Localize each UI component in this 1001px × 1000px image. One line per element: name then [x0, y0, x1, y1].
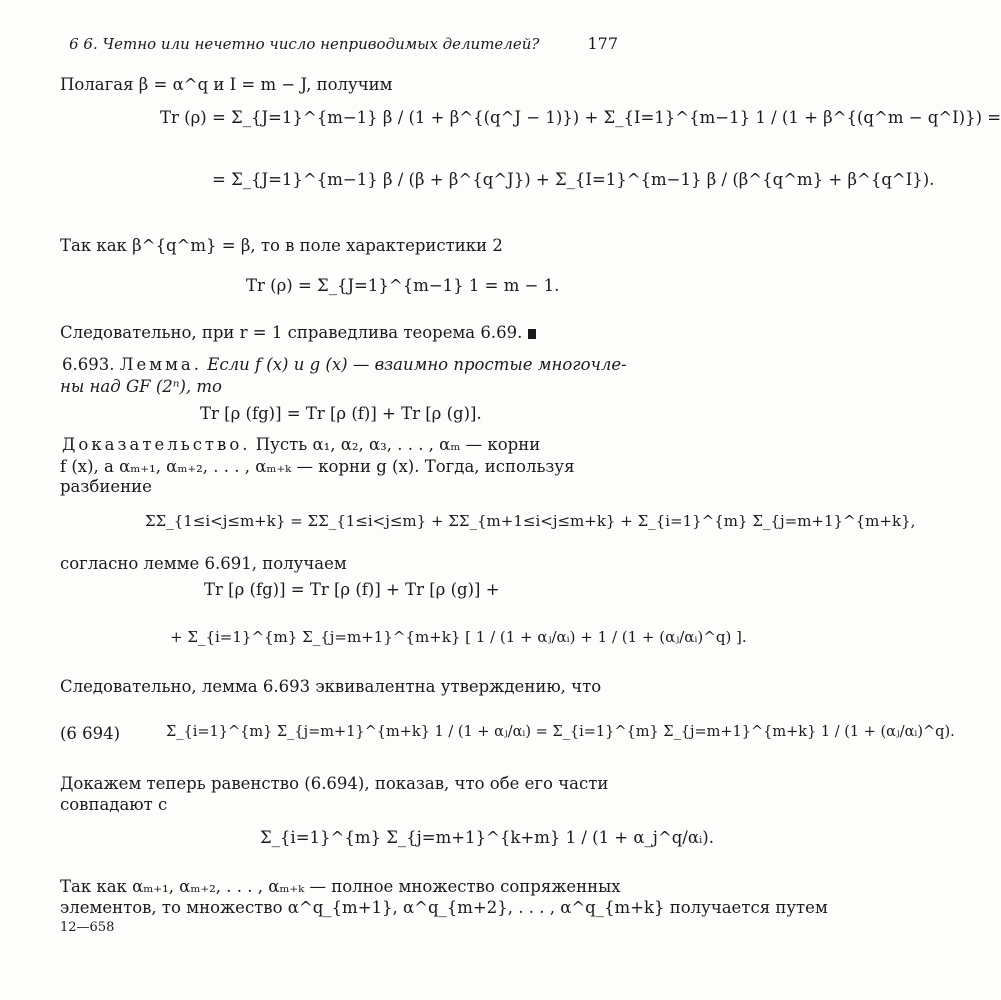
formula-6694: Σ_{i=1}^{m} Σ_{j=m+1}^{m+k} 1 / (1 + αⱼ/αᵢ) = Σ_{i=1}^{m} Σ_{j=m+1}^{m+k} 1 / (1 + (αⱼ/αᵢ)^q). [166, 724, 955, 740]
qed-square-icon [528, 329, 536, 339]
text-line-13: Так как αₘ₊₁, αₘ₊₂, . . . , αₘ₊ₖ — полное множество сопряженных [60, 877, 621, 896]
proof-word: Доказательство. [62, 435, 251, 454]
formula-common-sum: Σ_{i=1}^{m} Σ_{j=m+1}^{k+m} 1 / (1 + α_j^q/αᵢ). [260, 828, 714, 847]
page-number: 177 [587, 34, 618, 53]
text-line-10: Следовательно, лемма 6.693 эквивалентна утверждению, что [60, 677, 602, 696]
page-header [60, 34, 618, 56]
formula-partition: ΣΣ_{1≤i<j≤m+k} = ΣΣ_{1≤i<j≤m} + ΣΣ_{m+1≤i<j≤m+k} + Σ_{i=1}^{m} Σ_{j=m+1}^{m+k}, [145, 512, 916, 530]
conclusion-text: Следовательно, при r = 1 справедлива теорема 6.69. [60, 323, 523, 342]
printer-signature: 12—658 [60, 920, 115, 935]
lemma-statement-cont: ны над GF (2ⁿ), то [60, 377, 222, 396]
text-line-1: Полагая β = α^q и I = m − J, получим [60, 75, 393, 94]
running-title: 6 6. Четно или нечетно число неприводимых делителей? [69, 35, 540, 53]
text-line-14: элементов, то множество α^q_{m+1}, α^q_{m+2}, . . . , α^q_{m+k} получается путем [60, 898, 828, 917]
formula-trace-line-1: Tr (ρ) = Σ_{J=1}^{m−1} β / (1 + β^{(q^J − 1)}) + Σ_{I=1}^{m−1} 1 / (1 + β^{(q^m − q^I)}) = [160, 108, 1001, 127]
proof-heading [62, 434, 618, 456]
text-line-8: разбиение [60, 477, 152, 496]
formula-trace-line-2: = Σ_{J=1}^{m−1} β / (β + β^{q^J}) + Σ_{I=1}^{m−1} β / (β^{q^m} + β^{q^I}). [212, 170, 935, 189]
text-line-3 [60, 322, 618, 344]
lemma-number: 6.693. [62, 355, 115, 374]
formula-trace-product-1: Tr [ρ (fg)] = Tr [ρ (f)] + Tr [ρ (g)] + [204, 580, 500, 599]
lemma-word: Лемма. [119, 355, 203, 374]
text-line-11: Докажем теперь равенство (6.694), показав, что обе его части [60, 774, 609, 793]
text-line-9: согласно лемме 6.691, получаем [60, 554, 347, 573]
text-line-7: f (x), а αₘ₊₁, αₘ₊₂, . . . , αₘ₊ₖ — корни g (x). Тогда, используя [60, 457, 575, 476]
lemma-heading [62, 354, 627, 376]
formula-trace-sum: Tr (ρ) = Σ_{J=1}^{m−1} 1 = m − 1. [246, 276, 560, 295]
equation-label: (6 694) [60, 724, 121, 743]
lemma-statement: Если f (x) и g (x) — взаимно простые многочле- [207, 355, 627, 374]
proof-text: Пусть α₁, α₂, α₃, . . . , αₘ — корни [255, 435, 541, 454]
formula-trace-product-2: + Σ_{i=1}^{m} Σ_{j=m+1}^{m+k} [ 1 / (1 + αⱼ/αᵢ) + 1 / (1 + (αⱼ/αᵢ)^q) ]. [170, 628, 747, 646]
text-line-2: Так как β^{q^m} = β, то в поле характеристики 2 [60, 236, 503, 255]
formula-lemma: Tr [ρ (fg)] = Tr [ρ (f)] + Tr [ρ (g)]. [200, 404, 482, 423]
text-line-12: совпадают с [60, 795, 168, 814]
